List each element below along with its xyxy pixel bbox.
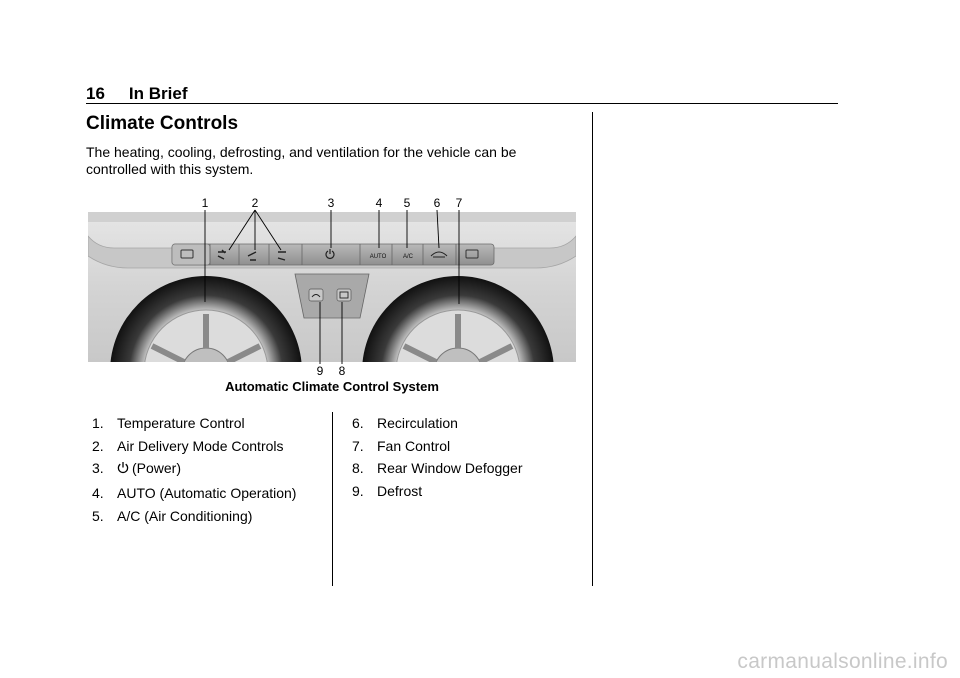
figure-caption: Automatic Climate Control System <box>225 379 439 394</box>
callout-6: 6 <box>433 196 441 210</box>
list-item: 7. Fan Control <box>352 437 451 454</box>
list-divider <box>332 412 333 586</box>
power-icon <box>117 460 129 478</box>
climate-control-illustration <box>88 196 576 376</box>
rear-defog-button <box>337 289 351 301</box>
callout-list-left <box>92 414 322 529</box>
list-item: 9. Defrost <box>352 482 423 499</box>
column-divider <box>592 112 593 586</box>
list-item: 4. AUTO (Automatic Operation) <box>92 485 297 501</box>
callout-list-right <box>352 414 582 504</box>
list-item: 2. Air Delivery Mode Controls <box>92 437 284 454</box>
callout-5: 5 <box>403 196 411 210</box>
ac-button-label: A/C <box>402 254 414 260</box>
callout-1: 1 <box>201 196 209 210</box>
section-title: Climate Controls <box>86 113 239 134</box>
section-name: In Brief <box>128 84 188 103</box>
callout-4: 4 <box>375 196 383 210</box>
list-item: 1. Temperature Control <box>92 415 245 431</box>
list-item: 5. A/C (Air Conditioning) <box>92 507 253 524</box>
intro-paragraph: The heating, cooling, defrosting, and ventilation for the vehicle can be controlled with this system. <box>86 144 517 177</box>
callout-9: 9 <box>316 364 324 376</box>
callout-2: 2 <box>251 196 259 210</box>
list-item: 8. Rear Window Defogger <box>352 460 523 476</box>
list-item: 6. Recirculation <box>352 415 458 431</box>
auto-button-label: AUTO <box>369 254 387 260</box>
page-number: 16 <box>86 84 105 103</box>
header-rule <box>86 103 838 104</box>
callout-7: 7 <box>455 196 463 210</box>
list-item: 3. (Power) <box>92 460 182 476</box>
callout-8: 8 <box>338 364 346 376</box>
watermark: carmanualsonline.info <box>737 650 948 673</box>
callout-3: 3 <box>327 196 335 210</box>
page-header <box>86 84 187 104</box>
